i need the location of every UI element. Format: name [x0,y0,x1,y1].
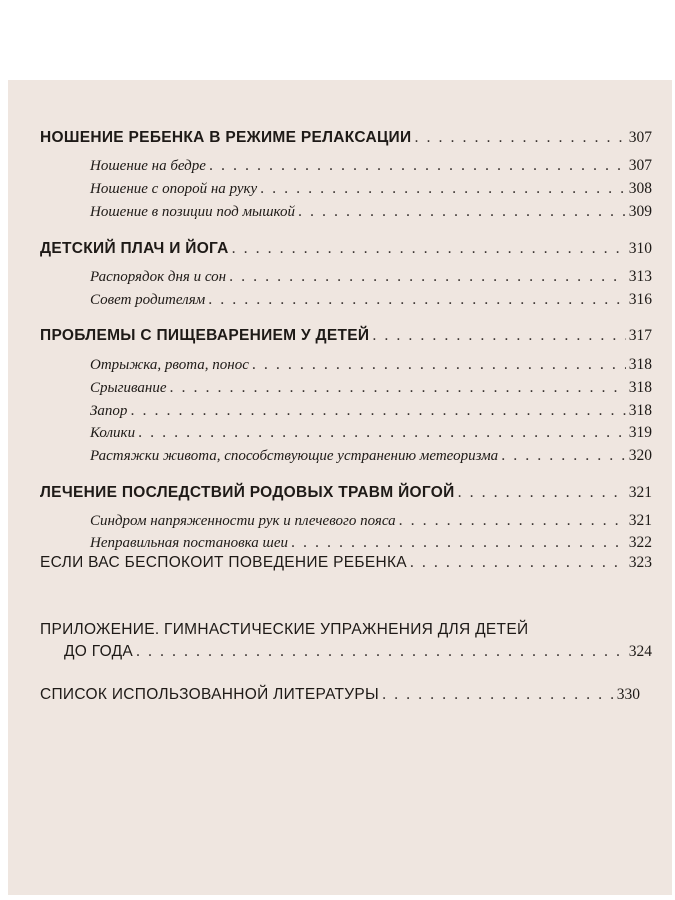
toc-leader-dots [399,512,626,530]
toc-item[interactable] [40,424,652,442]
toc-leader-dots [458,484,626,502]
toc-page-number: 307 [628,129,652,146]
toc-page-number: 309 [628,203,652,220]
toc-leader-dots [130,402,625,420]
toc-item-title: Колики [90,425,136,441]
toc-page-number: 318 [628,379,652,396]
toc-section-title: СПИСОК ИСПОЛЬЗОВАННОЙ ЛИТЕРАТУРЫ [40,686,380,703]
toc-page-number: 318 [628,356,652,373]
toc-page-number: 313 [628,268,652,285]
toc-item[interactable] [40,356,652,374]
toc-leader-dots [372,327,625,345]
toc-item[interactable] [40,402,652,420]
toc-page-number: 324 [628,643,652,660]
toc-page-number: 321 [628,512,652,529]
toc-item-title: Ношение с опорой на руку [90,181,258,197]
toc-leader-dots [232,240,626,258]
toc-item[interactable] [40,447,652,465]
toc-leader-dots [291,534,626,552]
toc-item[interactable] [40,379,652,397]
toc-page-number: 323 [628,554,652,571]
toc-section-digestion[interactable] [40,327,652,345]
toc-item[interactable] [40,512,652,530]
toc-item-title: Ношение в позиции под мышкой [90,204,295,220]
toc-item[interactable] [40,268,652,286]
toc-section-appendix[interactable] [64,643,652,661]
toc-section-bibliography[interactable] [40,686,640,704]
toc-page-number: 316 [628,291,652,308]
toc-item-title: Ношение на бедре [90,158,206,174]
toc-leader-dots [136,643,626,661]
toc-leader-dots [298,203,626,221]
toc-item[interactable] [40,203,652,221]
toc-section-title: ЕСЛИ ВАС БЕСПОКОИТ ПОВЕДЕНИЕ РЕБЕНКА [40,554,407,571]
toc-item-title: Растяжки живота, способствующие устранению метеоризма [90,448,499,464]
toc-item-title: Синдром напряженности рук и плечевого пояса [90,513,396,529]
toc-page-number: 308 [628,180,652,197]
toc-leader-dots [382,686,614,704]
toc-page-number: 322 [628,534,652,551]
toc-leader-dots [410,554,626,572]
toc-section-title: НОШЕНИЕ РЕБЕНКА В РЕЖИМЕ РЕЛАКСАЦИИ [40,129,412,146]
toc-section-appendix-title-line1[interactable]: ПРИЛОЖЕНИЕ. ГИМНАСТИЧЕСКИЕ УПРАЖНЕНИЯ ДЛЯ ДЕТЕЙ [40,621,529,638]
toc-item-title: Запор [90,403,128,419]
toc-page-number: 310 [628,240,652,257]
toc-leader-dots [252,356,626,374]
toc-item[interactable] [40,291,652,309]
toc-leader-dots [260,180,626,198]
toc-item-title: Отрыжка, рвота, понос [90,357,249,373]
toc-item[interactable] [40,180,652,198]
toc-item[interactable] [40,157,652,175]
toc-item[interactable] [40,534,652,552]
toc-leader-dots [170,379,626,397]
toc-leader-dots [229,268,626,286]
toc-item-title: Срыгивание [90,380,167,396]
toc-section-title: ПРОБЛЕМЫ С ПИЩЕВАРЕНИЕМ У ДЕТЕЙ [40,327,370,344]
toc-leader-dots [138,424,626,442]
toc-page-number: 330 [616,686,640,703]
toc-section-relaxation-carrying[interactable] [40,129,652,147]
toc-section-birth-trauma[interactable] [40,484,652,502]
toc-item-title: Распорядок дня и сон [90,269,227,285]
toc-page-number: 319 [628,424,652,441]
toc-page-number: 320 [628,447,652,464]
toc-page-number: 307 [628,157,652,174]
toc-page-number: 317 [628,327,652,344]
toc-section-title: ДО ГОДА [64,643,134,660]
toc-leader-dots [209,157,626,175]
toc-section-title: ЛЕЧЕНИЕ ПОСЛЕДСТВИЙ РОДОВЫХ ТРАВМ ЙОГОЙ [40,484,455,501]
toc-leader-dots [414,129,625,147]
toc-page-number: 318 [628,402,652,419]
toc-item-title: Совет родителям [90,292,206,308]
toc-item-title: Неправильная постановка шеи [90,535,289,551]
toc-page-number: 321 [628,484,652,501]
toc-leader-dots [501,447,626,465]
toc-section-child-behavior[interactable] [40,554,652,572]
toc-leader-dots [208,291,625,309]
toc-section-title: ДЕТСКИЙ ПЛАЧ И ЙОГА [40,240,229,257]
toc-section-crying-yoga[interactable] [40,240,652,258]
